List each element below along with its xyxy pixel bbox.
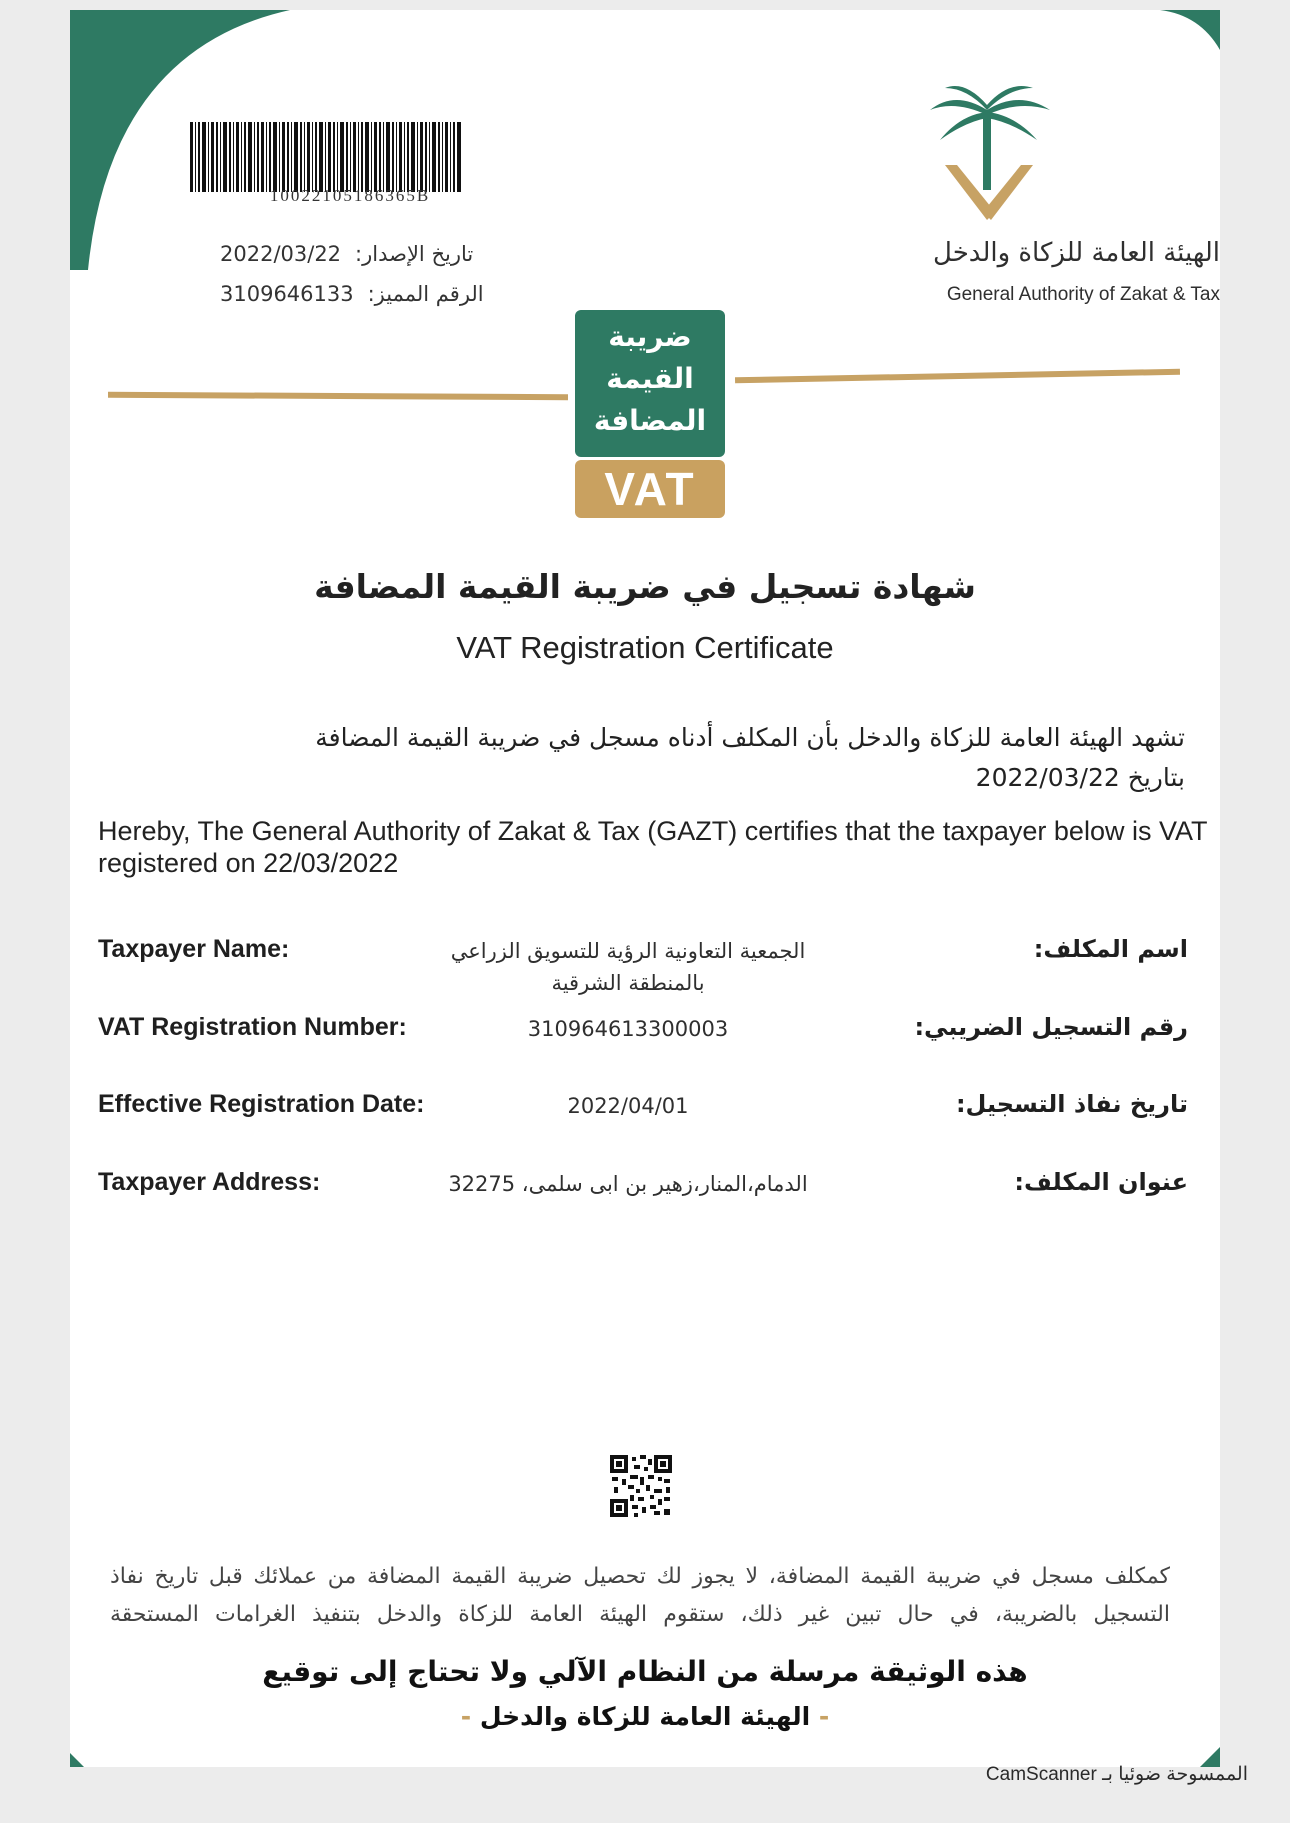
certification-statement-english: Hereby, The General Authority of Zakat & Tax (GAZT) certifies that the taxpayer below is VAT registered on 22/03/2022	[98, 816, 1207, 878]
authority-signature-text: الهيئة العامة للزكاة والدخل	[479, 1702, 811, 1731]
gold-divider-left	[108, 392, 568, 400]
field-label-ar: اسم المكلف:	[1033, 935, 1188, 963]
field-row-address	[98, 1168, 1188, 1228]
authority-name-english: General Authority of Zakat & Tax	[946, 284, 1220, 305]
field-row-taxpayer-name	[98, 935, 1188, 995]
gold-divider-right	[735, 369, 1180, 384]
registration-notice-arabic: كمكلف مسجل في ضريبة القيمة المضافة، لا يجوز لك تحصيل ضريبة القيمة المضافة من عملائك قبل تاريخ نفاذ التسجيل بالضريبة، في حال تبين غير ذلك، ستقوم الهيئة العامة للزكاة والدخل بتنفيذ الغرامات المستحقة	[110, 1564, 1170, 1627]
camscanner-brand: CamScanner	[985, 1764, 1097, 1785]
issue-date-value: 2022/03/22	[220, 242, 342, 266]
camscanner-caption: الممسوحة ضوئيا بـ	[1102, 1764, 1248, 1785]
unique-number-value: 3109646133	[220, 282, 354, 306]
field-row-effective-date	[98, 1090, 1188, 1150]
certificate-title-arabic: شهادة تسجيل في ضريبة القيمة المضافة	[314, 567, 976, 606]
barcode-number: 10022105186365B	[269, 186, 431, 205]
vat-badge-arabic	[575, 310, 725, 457]
field-value: 310964613300003	[527, 1017, 729, 1041]
dash-right: -	[460, 1702, 472, 1731]
certification-ar-line2: بتاريخ 2022/03/22	[975, 763, 1185, 792]
certificate-title-english: VAT Registration Certificate	[456, 630, 834, 665]
vat-badge-line2: القيمة	[606, 362, 694, 395]
field-value-line1: الجمعية التعاونية الرؤية للتسويق الزراعي	[450, 939, 806, 963]
field-label-en: VAT Registration Number:	[98, 1013, 407, 1041]
dash-left: -	[818, 1702, 830, 1731]
field-value-line2: بالمنطقة الشرقية	[551, 971, 705, 995]
authority-signature-line	[70, 1702, 1220, 1731]
field-value: 2022/04/01	[567, 1094, 689, 1118]
unique-number-label: الرقم المميز:	[367, 282, 484, 306]
qr-code-icon	[610, 1455, 672, 1517]
green-corner-top-right	[1160, 10, 1220, 50]
field-label-ar: تاريخ نفاذ التسجيل:	[955, 1090, 1188, 1118]
palm-swords-logo-icon	[925, 80, 1055, 240]
vat-badge-label: VAT	[575, 460, 725, 518]
field-label-en: Taxpayer Name:	[98, 935, 290, 963]
field-value	[398, 935, 858, 999]
certification-ar-line1: تشهد الهيئة العامة للزكاة والدخل بأن المكلف أدناه مسجل في ضريبة القيمة المضافة	[315, 723, 1185, 752]
green-corner-bottom-left	[70, 1753, 84, 1767]
issue-date-label: تاريخ الإصدار:	[355, 242, 474, 266]
issue-date-line	[220, 242, 550, 266]
camscanner-watermark	[986, 1763, 1248, 1786]
field-label-en: Taxpayer Address:	[98, 1168, 321, 1196]
vat-badge-line3: المضافة	[593, 404, 707, 437]
vat-badge	[575, 310, 725, 520]
certification-statement-arabic	[200, 718, 1185, 798]
field-row-vat-number	[98, 1013, 1188, 1073]
unique-number-line	[220, 282, 550, 306]
authority-name-arabic: الهيئة العامة للزكاة والدخل	[933, 238, 1220, 268]
certificate-page	[70, 10, 1220, 1767]
field-value: الدمام،المنار،زهير بن ابى سلمى، 32275	[448, 1172, 808, 1196]
field-label-ar: رقم التسجيل الضريبي:	[914, 1013, 1188, 1041]
auto-generated-notice: هذه الوثيقة مرسلة من النظام الآلي ولا تحتاج إلى توقيع	[262, 1655, 1028, 1688]
field-label-en: Effective Registration Date:	[98, 1090, 425, 1118]
field-label-ar: عنوان المكلف:	[1014, 1168, 1188, 1196]
vat-badge-line1: ضريبة	[608, 320, 692, 353]
